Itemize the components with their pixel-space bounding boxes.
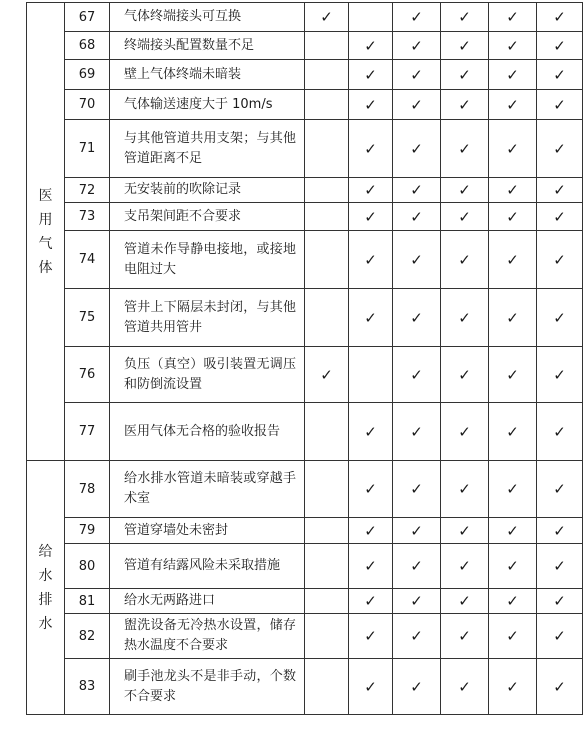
check-cell	[441, 60, 489, 90]
check-mark-icon: ✓	[410, 207, 423, 226]
item-number: 81	[65, 589, 110, 614]
category-char: 给	[38, 543, 53, 560]
table-row	[27, 589, 583, 614]
check-cell	[489, 589, 537, 614]
check-mark-icon: ✓	[410, 480, 423, 498]
check-mark-icon: ✓	[506, 250, 519, 269]
check-cell	[305, 231, 349, 289]
check-mark-icon: ✓	[553, 8, 566, 26]
item-description: 给水无两路进口	[110, 589, 305, 614]
check-cell	[393, 231, 441, 289]
check-cell	[305, 32, 349, 60]
check-cell	[441, 347, 489, 403]
item-description: 医用气体无合格的验收报告	[110, 403, 305, 461]
check-cell	[349, 289, 393, 347]
check-mark-icon: ✓	[553, 250, 566, 269]
check-cell	[393, 659, 441, 715]
check-mark-icon: ✓	[458, 95, 471, 114]
item-description: 气体终端接头可互换	[110, 3, 305, 32]
check-cell	[441, 518, 489, 544]
check-mark-icon: ✓	[410, 65, 423, 84]
check-mark-icon: ✓	[458, 365, 471, 384]
category-char: 用	[38, 211, 53, 228]
check-cell	[393, 403, 441, 461]
check-cell	[489, 203, 537, 231]
item-description: 壁上气体终端未暗装	[110, 60, 305, 90]
check-cell	[441, 120, 489, 178]
check-cell	[393, 3, 441, 32]
check-mark-icon: ✓	[364, 308, 377, 327]
check-cell	[489, 120, 537, 178]
check-mark-icon: ✓	[553, 480, 566, 498]
check-mark-icon: ✓	[364, 592, 377, 610]
check-cell	[393, 32, 441, 60]
category-char: 水	[38, 567, 53, 584]
check-mark-icon: ✓	[506, 480, 519, 498]
table-row	[27, 518, 583, 544]
check-cell	[537, 120, 583, 178]
item-number: 72	[65, 178, 110, 203]
table-row	[27, 347, 583, 403]
check-cell	[305, 518, 349, 544]
check-cell	[537, 60, 583, 90]
check-cell	[393, 461, 441, 518]
inspection-table-page	[26, 2, 582, 731]
check-cell	[441, 3, 489, 32]
check-cell	[489, 614, 537, 659]
item-number: 79	[65, 518, 110, 544]
category-char: 水	[38, 615, 53, 632]
check-cell	[305, 60, 349, 90]
item-number: 78	[65, 461, 110, 518]
check-mark-icon: ✓	[506, 8, 519, 26]
check-mark-icon: ✓	[410, 8, 423, 26]
check-mark-icon: ✓	[410, 677, 423, 696]
check-cell	[489, 403, 537, 461]
check-cell	[441, 289, 489, 347]
check-mark-icon: ✓	[458, 8, 471, 26]
check-cell	[489, 178, 537, 203]
item-number: 71	[65, 120, 110, 178]
check-cell	[537, 544, 583, 589]
check-cell	[537, 403, 583, 461]
check-mark-icon: ✓	[410, 95, 423, 114]
check-cell	[489, 659, 537, 715]
check-cell	[393, 347, 441, 403]
item-number: 83	[65, 659, 110, 715]
item-number: 77	[65, 403, 110, 461]
check-cell	[305, 659, 349, 715]
item-number: 76	[65, 347, 110, 403]
item-description: 无安装前的吹除记录	[110, 178, 305, 203]
check-mark-icon: ✓	[506, 592, 519, 610]
item-description: 刷手池龙头不是非手动，个数不合要求	[110, 659, 305, 715]
check-cell	[305, 544, 349, 589]
category-cell	[27, 3, 65, 461]
check-mark-icon: ✓	[458, 250, 471, 269]
check-cell	[441, 461, 489, 518]
check-mark-icon: ✓	[320, 8, 333, 26]
check-cell	[441, 589, 489, 614]
item-number: 70	[65, 90, 110, 120]
check-cell	[393, 614, 441, 659]
table-row	[27, 461, 583, 518]
check-mark-icon: ✓	[458, 521, 471, 540]
check-mark-icon: ✓	[458, 139, 471, 158]
check-mark-icon: ✓	[506, 95, 519, 114]
check-cell	[537, 231, 583, 289]
check-mark-icon: ✓	[553, 95, 566, 114]
check-cell	[489, 60, 537, 90]
check-mark-icon: ✓	[364, 480, 377, 498]
check-cell	[349, 589, 393, 614]
check-mark-icon: ✓	[506, 207, 519, 226]
check-mark-icon: ✓	[410, 422, 423, 441]
item-description: 支吊架间距不合要求	[110, 203, 305, 231]
check-cell	[349, 231, 393, 289]
check-cell	[537, 3, 583, 32]
check-cell	[305, 589, 349, 614]
check-mark-icon: ✓	[553, 422, 566, 441]
item-number: 75	[65, 289, 110, 347]
check-mark-icon: ✓	[458, 557, 471, 575]
check-cell	[393, 60, 441, 90]
check-mark-icon: ✓	[410, 365, 423, 384]
check-cell	[349, 403, 393, 461]
check-cell	[489, 518, 537, 544]
item-number: 74	[65, 231, 110, 289]
item-description: 盥洗设备无冷热水设置，储存热水温度不合要求	[110, 614, 305, 659]
item-description: 管道有结露风险未采取措施	[110, 544, 305, 589]
check-cell	[441, 32, 489, 60]
table-row	[27, 231, 583, 289]
check-cell	[305, 403, 349, 461]
check-mark-icon: ✓	[553, 139, 566, 158]
check-mark-icon: ✓	[506, 36, 519, 55]
item-description: 气体输送速度大于 10m/s	[110, 90, 305, 120]
check-mark-icon: ✓	[553, 677, 566, 696]
table-row	[27, 614, 583, 659]
item-number: 82	[65, 614, 110, 659]
check-mark-icon: ✓	[364, 521, 377, 540]
check-cell	[537, 289, 583, 347]
item-description: 与其他管道共用支架；与其他管道距离不足	[110, 120, 305, 178]
item-description: 管道未作导静电接地，或接地电阻过大	[110, 231, 305, 289]
check-cell	[349, 659, 393, 715]
check-cell	[537, 659, 583, 715]
check-cell	[349, 347, 393, 403]
check-mark-icon: ✓	[553, 65, 566, 84]
check-cell	[537, 518, 583, 544]
check-cell	[441, 90, 489, 120]
check-mark-icon: ✓	[410, 181, 423, 199]
check-cell	[537, 347, 583, 403]
check-cell	[489, 90, 537, 120]
check-cell	[349, 544, 393, 589]
check-cell	[537, 32, 583, 60]
check-mark-icon: ✓	[553, 181, 566, 199]
check-mark-icon: ✓	[410, 139, 423, 158]
check-mark-icon: ✓	[506, 65, 519, 84]
check-cell	[393, 90, 441, 120]
check-mark-icon: ✓	[553, 207, 566, 226]
check-cell	[349, 203, 393, 231]
check-cell	[489, 231, 537, 289]
item-description: 管井上下隔层未封闭，与其他管道共用管井	[110, 289, 305, 347]
check-cell	[305, 347, 349, 403]
item-number: 67	[65, 3, 110, 32]
check-cell	[441, 403, 489, 461]
check-cell	[305, 203, 349, 231]
check-mark-icon: ✓	[364, 181, 377, 199]
check-cell	[441, 203, 489, 231]
check-mark-icon: ✓	[364, 557, 377, 575]
check-cell	[305, 120, 349, 178]
check-cell	[489, 544, 537, 589]
item-number: 80	[65, 544, 110, 589]
item-description: 负压（真空）吸引装置无调压和防倒流设置	[110, 347, 305, 403]
check-cell	[441, 614, 489, 659]
check-cell	[489, 3, 537, 32]
check-cell	[393, 518, 441, 544]
check-mark-icon: ✓	[506, 557, 519, 575]
category-char: 体	[38, 259, 53, 276]
check-mark-icon: ✓	[364, 422, 377, 441]
check-cell	[537, 589, 583, 614]
check-mark-icon: ✓	[410, 36, 423, 55]
table-row	[27, 178, 583, 203]
check-cell	[305, 178, 349, 203]
check-mark-icon: ✓	[410, 592, 423, 610]
check-cell	[349, 461, 393, 518]
item-number: 69	[65, 60, 110, 90]
category-cell	[27, 461, 65, 715]
table-row	[27, 60, 583, 90]
item-description: 管道穿墙处未密封	[110, 518, 305, 544]
check-mark-icon: ✓	[458, 207, 471, 226]
check-mark-icon: ✓	[410, 250, 423, 269]
check-mark-icon: ✓	[364, 677, 377, 696]
check-cell	[393, 120, 441, 178]
check-mark-icon: ✓	[553, 521, 566, 540]
check-cell	[441, 544, 489, 589]
table-row	[27, 32, 583, 60]
check-cell	[537, 90, 583, 120]
check-cell	[305, 90, 349, 120]
check-mark-icon: ✓	[553, 557, 566, 575]
item-description: 终端接头配置数量不足	[110, 32, 305, 60]
check-mark-icon: ✓	[506, 308, 519, 327]
table-row	[27, 90, 583, 120]
table-row	[27, 3, 583, 32]
check-cell	[441, 659, 489, 715]
check-mark-icon: ✓	[410, 521, 423, 540]
check-cell	[349, 614, 393, 659]
check-cell	[349, 518, 393, 544]
check-mark-icon: ✓	[410, 557, 423, 575]
check-mark-icon: ✓	[364, 65, 377, 84]
table-row	[27, 120, 583, 178]
check-mark-icon: ✓	[458, 422, 471, 441]
check-cell	[393, 289, 441, 347]
check-cell	[489, 461, 537, 518]
check-cell	[441, 178, 489, 203]
check-mark-icon: ✓	[364, 250, 377, 269]
check-cell	[489, 32, 537, 60]
check-cell	[489, 289, 537, 347]
category-char: 医	[38, 187, 53, 204]
check-mark-icon: ✓	[410, 308, 423, 327]
check-cell	[349, 90, 393, 120]
check-mark-icon: ✓	[364, 627, 377, 645]
check-mark-icon: ✓	[364, 36, 377, 55]
check-mark-icon: ✓	[506, 521, 519, 540]
check-cell	[393, 203, 441, 231]
check-cell	[305, 461, 349, 518]
check-mark-icon: ✓	[458, 65, 471, 84]
check-mark-icon: ✓	[458, 308, 471, 327]
check-mark-icon: ✓	[506, 365, 519, 384]
inspection-table	[26, 2, 583, 715]
check-mark-icon: ✓	[364, 95, 377, 114]
check-cell	[349, 60, 393, 90]
check-mark-icon: ✓	[410, 627, 423, 645]
check-cell	[349, 120, 393, 178]
check-cell	[349, 32, 393, 60]
check-mark-icon: ✓	[553, 308, 566, 327]
table-row	[27, 203, 583, 231]
check-cell	[537, 178, 583, 203]
category-char: 排	[38, 591, 53, 608]
check-mark-icon: ✓	[553, 627, 566, 645]
table-row	[27, 659, 583, 715]
table-row	[27, 289, 583, 347]
check-mark-icon: ✓	[553, 592, 566, 610]
check-cell	[489, 347, 537, 403]
check-cell	[305, 289, 349, 347]
check-cell	[393, 178, 441, 203]
check-cell	[349, 178, 393, 203]
check-mark-icon: ✓	[506, 627, 519, 645]
check-mark-icon: ✓	[458, 181, 471, 199]
check-mark-icon: ✓	[458, 627, 471, 645]
check-mark-icon: ✓	[553, 36, 566, 55]
item-description: 给水排水管道未暗装或穿越手术室	[110, 461, 305, 518]
table-row	[27, 544, 583, 589]
check-cell	[349, 3, 393, 32]
check-mark-icon: ✓	[458, 36, 471, 55]
check-cell	[441, 231, 489, 289]
check-mark-icon: ✓	[458, 677, 471, 696]
check-cell	[305, 614, 349, 659]
check-cell	[393, 589, 441, 614]
check-mark-icon: ✓	[364, 139, 377, 158]
check-mark-icon: ✓	[458, 592, 471, 610]
check-cell	[393, 544, 441, 589]
check-mark-icon: ✓	[320, 365, 333, 384]
check-mark-icon: ✓	[506, 181, 519, 199]
check-mark-icon: ✓	[553, 365, 566, 384]
item-number: 73	[65, 203, 110, 231]
check-cell	[537, 203, 583, 231]
check-mark-icon: ✓	[458, 480, 471, 498]
check-mark-icon: ✓	[364, 207, 377, 226]
check-cell	[305, 3, 349, 32]
check-mark-icon: ✓	[506, 139, 519, 158]
category-char: 气	[38, 235, 53, 252]
check-mark-icon: ✓	[506, 422, 519, 441]
check-cell	[537, 461, 583, 518]
table-row	[27, 403, 583, 461]
item-number: 68	[65, 32, 110, 60]
check-cell	[537, 614, 583, 659]
check-mark-icon: ✓	[506, 677, 519, 696]
